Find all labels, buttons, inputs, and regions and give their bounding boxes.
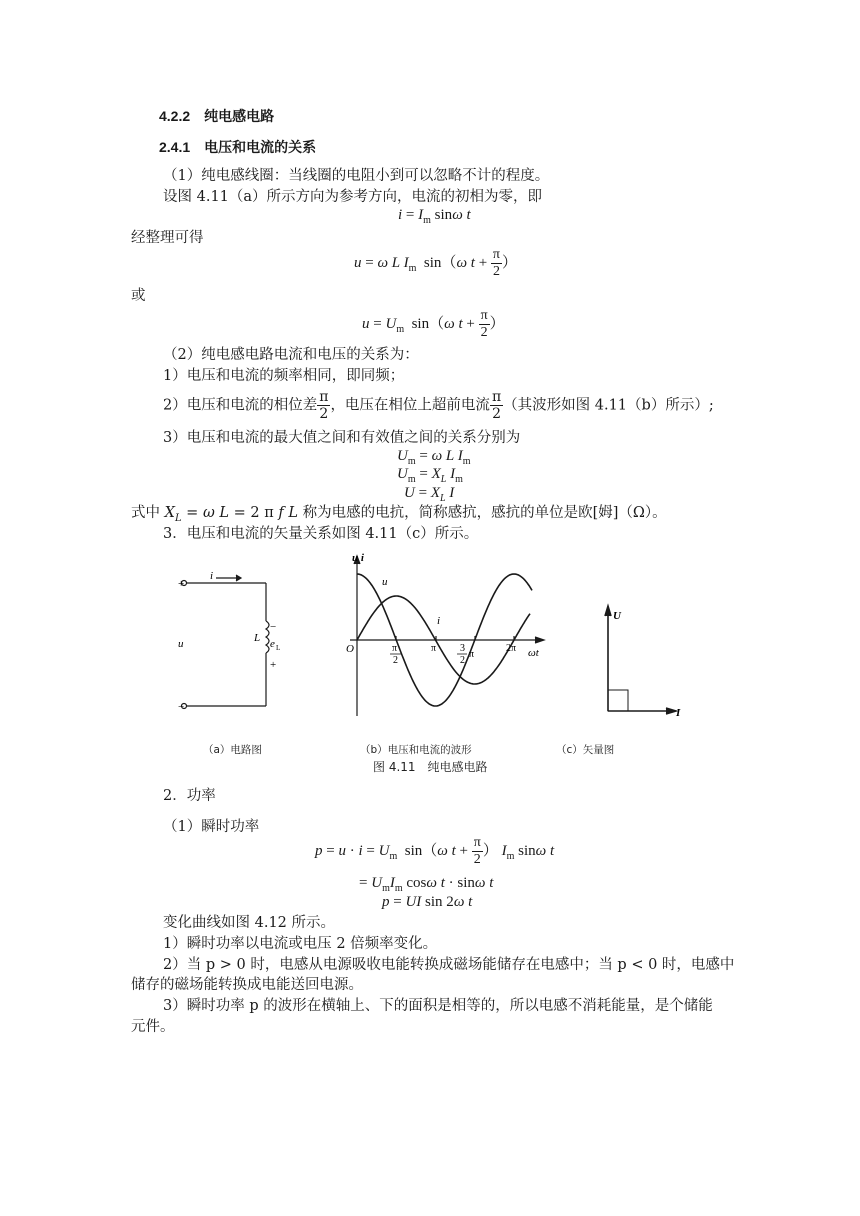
paragraph: （1）纯电感线圈：当线圈的电阻小到可以忽略不计的程度。 [163, 168, 550, 184]
paragraph-phase: 2）电压和电流的相位差 $\frac{\pi}{2}$ ，电压在相位上超前电流 $\frac{\pi}{2}$ （其波形如图 4.11（b）所示）; [163, 389, 714, 422]
coil-minus: − [270, 621, 277, 633]
tick-3pi-over-2: π [469, 649, 475, 660]
equation-voltage-1: u = ω L $I_m$ sin（ω t + $\frac{\pi}{2}$ ） [354, 247, 518, 279]
section-heading: 4.2.2 纯电感电路 [159, 108, 275, 124]
paragraph: 元件。 [131, 1019, 175, 1035]
equation-power-2: = $U_mI_m$ cosω t · sinω t [359, 875, 494, 894]
paragraph: 经整理可得 [131, 230, 204, 246]
paragraph: 变化曲线如图 4.12 所示。 [163, 915, 336, 931]
paragraph: 3）瞬时功率 p 的波形在横轴上、下的面积是相等的，所以电感不消耗能量，是个储能 [163, 998, 713, 1014]
label-L: L [254, 632, 261, 644]
axis-label-ui: u i [352, 552, 364, 564]
paragraph: 1）瞬时功率以电流或电压 2 倍频率变化。 [163, 936, 438, 952]
right-angle-mark [608, 690, 628, 711]
caption-c: （c）矢量图 [556, 744, 615, 756]
label-eL: e [270, 638, 275, 650]
caption-a: （a）电路图 [203, 744, 262, 756]
axis-label-wt: ωt [528, 647, 539, 659]
paragraph: 设图 4.11（a）所示方向为参考方向，电流的初相为零，即 [163, 189, 543, 205]
paragraph: 3．电压和电流的矢量关系如图 4.11（c）所示。 [163, 526, 479, 542]
equation-power-1: $p = u \cdot i = U_m$ sin（ω t + $\frac{\pi}{2}$ ） $I_m$ sinω t [315, 835, 555, 867]
paragraph: 3）电压和电流的最大值之间和有效值之间的关系分别为 [163, 430, 521, 446]
equation-voltage-2: $u = U_m$ sin（ω t + $\frac{\pi}{2}$ ） [362, 308, 505, 340]
label-u: u [178, 638, 184, 650]
tick-pi: π [431, 643, 437, 654]
equation-um2: $U_m = X_L$ $I_m$ [397, 466, 463, 485]
tick-2pi: 2π [506, 643, 517, 654]
paragraph: （1）瞬时功率 [163, 819, 260, 835]
plus-sign: + [178, 578, 185, 590]
origin-label: O [346, 643, 354, 655]
caption-b: （b）电压和电流的波形 [360, 744, 472, 756]
paragraph-reactance: 式中 $X_L = \omega$ L = 2 π f L 称为电感的电抗，简称感抗，感抗的单位是欧[姆]（Ω）。 [131, 505, 667, 524]
minus-sign: − [178, 701, 185, 713]
paragraph: （2）纯电感电路电流和电压的关系为： [163, 347, 419, 363]
paragraph: 1）电压和电流的频率相同，即同频； [163, 368, 405, 384]
label-U: U [613, 610, 621, 622]
waveform-chart [330, 548, 555, 718]
circuit-diagram [170, 565, 280, 715]
curve-label-i: i [437, 615, 441, 627]
equation-u: $U = X_L$ I [404, 485, 455, 504]
label-eL-sub: L [276, 644, 280, 652]
subsection-heading: 2.4.1 电压和电流的关系 [159, 139, 317, 155]
equation-power-3: p = UI sin 2ω t [382, 894, 473, 910]
label-i: i [210, 570, 214, 582]
paragraph: 2）当 p > 0 时，电感从电源吸收电能转换成磁场能储存在电感中；当 p < 0 时，电感中 [163, 957, 735, 973]
curve-label-u: u [382, 576, 388, 588]
tick-pi-over-2-den: 2 [393, 655, 398, 666]
coil-plus: + [270, 659, 277, 671]
tick-pi-over-2: π [392, 643, 398, 654]
tick-3: 3 [460, 643, 465, 654]
paragraph: 储存的磁场能转换成电能送回电源。 [131, 977, 363, 993]
paragraph: 或 [131, 288, 146, 304]
label-I: I [676, 707, 681, 719]
vector-diagram [598, 600, 688, 720]
equation-current: $i = I_m$ sinω t [398, 207, 471, 226]
tick-3-den: 2 [460, 655, 465, 666]
paragraph: 2．功率 [163, 788, 216, 804]
equation-um1: $U_m = \omega$ L $I_m$ [397, 448, 471, 467]
figure-title: 图 4.11 纯电感电路 [373, 760, 488, 774]
inductor-coil [266, 621, 269, 653]
